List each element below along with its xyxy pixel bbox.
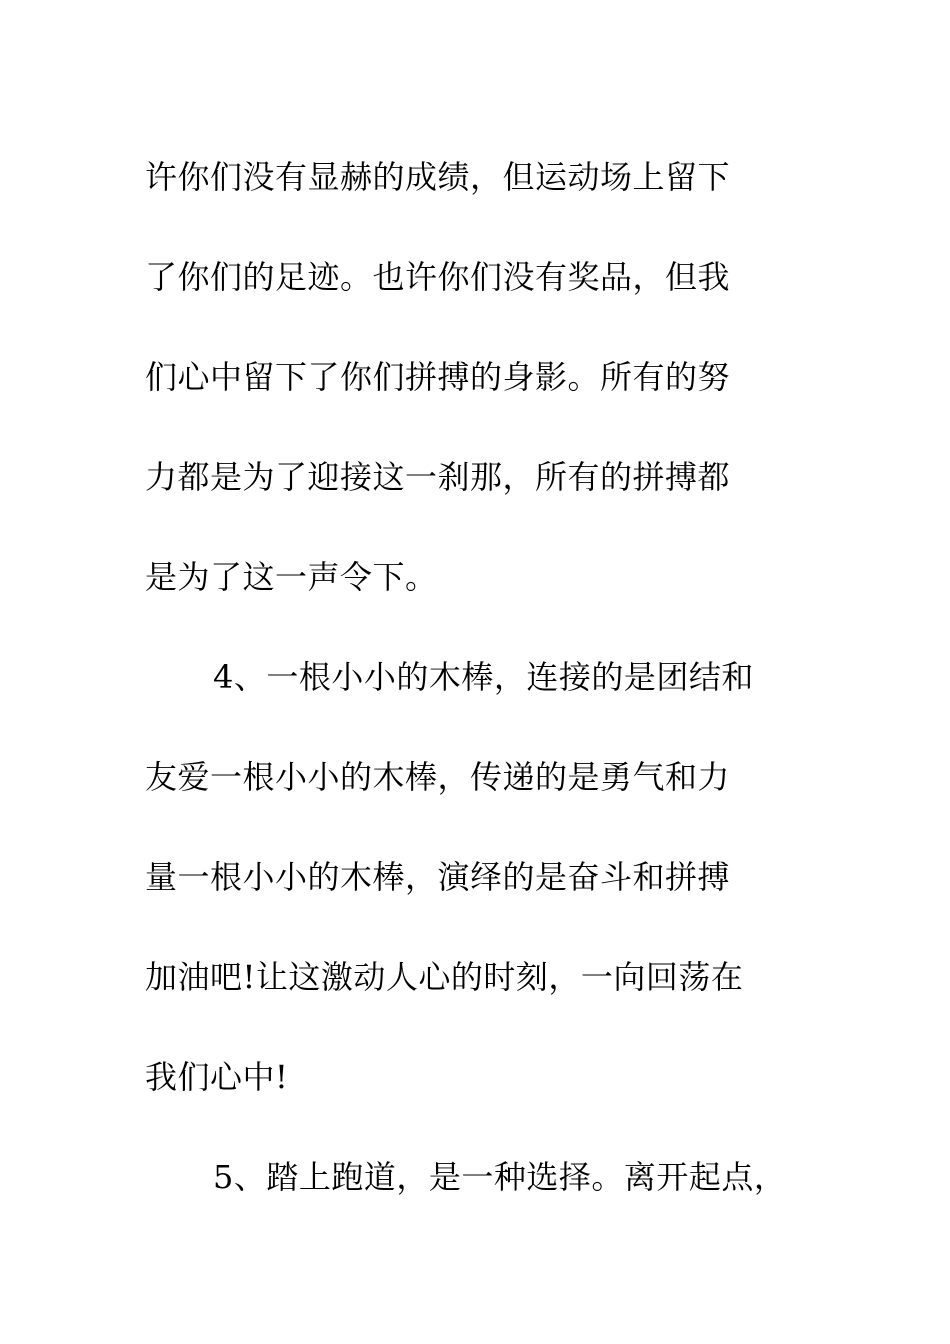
text-line: 加油吧!让这激动人心的时刻，一向回荡在 — [145, 958, 744, 996]
paragraph-5-start: 5、踏上跑道，是一种选择。离开起点， — [213, 1158, 787, 1196]
text-line: 量一根小小的木棒，演绎的是奋斗和拼搏 — [145, 858, 731, 896]
text-line: 是为了这一声令下。 — [145, 558, 438, 596]
text-line: 了你们的足迹。也许你们没有奖品，但我 — [145, 258, 731, 296]
paragraph-4-start: 4、一根小小的木棒，连接的是团结和 — [213, 658, 754, 696]
text-line: 友爱一根小小的木棒，传递的是勇气和力 — [145, 758, 731, 796]
text-line: 我们心中! — [145, 1058, 289, 1096]
text-line: 许你们没有显赫的成绩，但运动场上留下 — [145, 158, 731, 196]
body-text — [145, 127, 825, 1227]
text-line: 们心中留下了你们拼搏的身影。所有的努 — [145, 358, 731, 396]
text-line: 力都是为了迎接这一刹那，所有的拼搏都 — [145, 458, 731, 496]
